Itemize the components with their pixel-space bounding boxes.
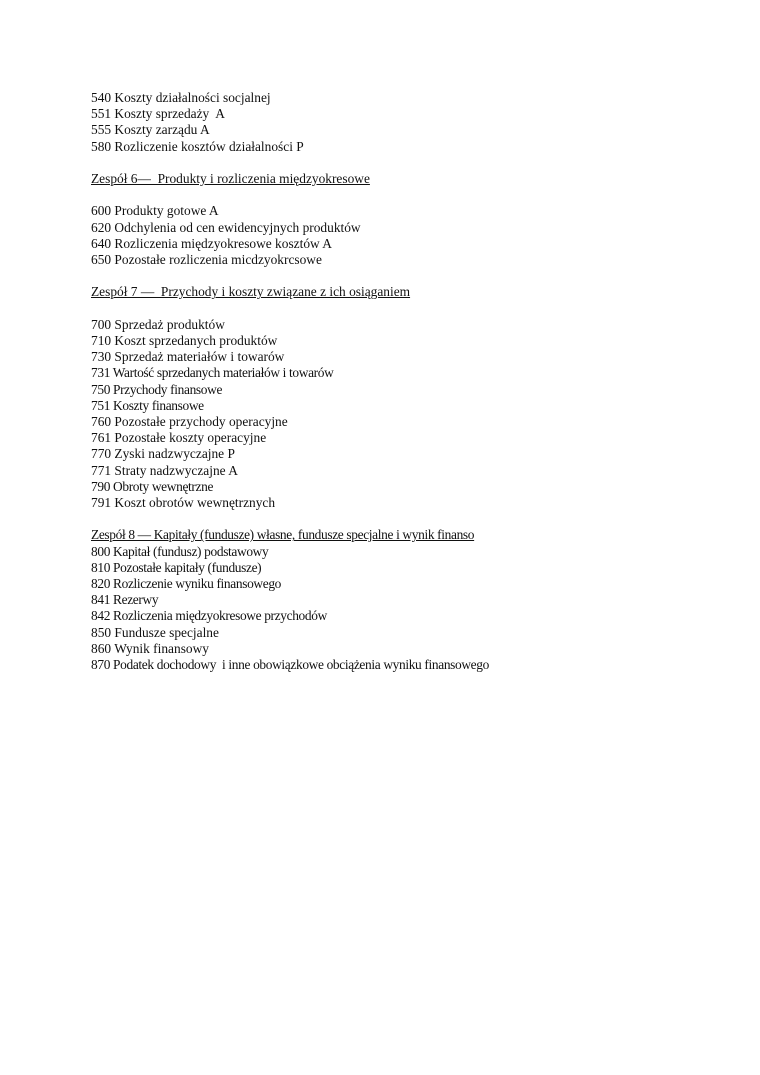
account-551: 551 Koszty sprzedaży A xyxy=(91,106,225,122)
account-791: 791 Koszt obrotów wewnętrznych xyxy=(91,495,276,511)
group-8-list xyxy=(91,544,731,674)
group-6-list xyxy=(91,203,731,268)
account-555: 555 Koszty zarządu A xyxy=(91,122,210,138)
account-750: 750 Przychody finansowe xyxy=(91,381,223,397)
group-7-heading: Zespół 7 — Przychody i koszty związane z ich osiąganiem xyxy=(91,284,411,300)
account-760: 760 Pozostałe przychody operacyjne xyxy=(91,414,288,429)
account-540: 540 Koszty działalności socjalnej xyxy=(91,90,271,105)
account-580: 580 Rozliczenie kosztów działalności P xyxy=(91,138,304,154)
account-761: 761 Pozostałe koszty operacyjne xyxy=(91,430,267,446)
account-870: 870 Podatek dochodowy i inne obowiązkowe obciążenia wyniku finansowego xyxy=(91,657,489,673)
account-710: 710 Koszt sprzedanych produktów xyxy=(91,332,278,348)
group-6-heading: Zespół 6— Produkty i rozliczenia międzyokresowe xyxy=(91,171,370,186)
spacer xyxy=(91,511,731,527)
spacer xyxy=(91,155,731,171)
account-650: 650 Pozostałe rozliczenia micdzyokrcsowe xyxy=(91,252,322,267)
account-640: 640 Rozliczenia międzyokresowe kosztów A xyxy=(91,235,332,251)
account-771: 771 Straty nadzwyczajne A xyxy=(91,462,238,478)
account-810: 810 Pozostałe kapitały (fundusze) xyxy=(91,559,262,575)
account-860: 860 Wynik finansowy xyxy=(91,640,209,656)
account-842: 842 Rozliczenia międzyokresowe przychodów xyxy=(91,608,327,624)
account-770: 770 Zyski nadzwyczajne P xyxy=(91,446,235,462)
spacer xyxy=(91,268,731,284)
account-790: 790 Obroty wewnętrzne xyxy=(91,478,214,494)
account-700: 700 Sprzedaż produktów xyxy=(91,316,225,332)
spacer xyxy=(91,301,731,317)
group-8-heading: Zespół 8 — Kapitały (fundusze) własne, fundusze specjalne i wynik finanso xyxy=(91,527,475,543)
spacer xyxy=(91,187,731,203)
account-800: 800 Kapitał (fundusz) podstawowy xyxy=(91,543,269,559)
account-620: 620 Odchylenia od cen ewidencyjnych produktów xyxy=(91,219,361,235)
account-731: 731 Wartość sprzedanych materiałów i towarów xyxy=(91,365,334,381)
group-5-tail-list xyxy=(91,90,731,155)
account-600: 600 Produkty gotowe A xyxy=(91,203,219,219)
account-730: 730 Sprzedaż materiałów i towarów xyxy=(91,349,285,365)
account-plan-text xyxy=(91,90,731,673)
account-751: 751 Koszty finansowe xyxy=(91,397,204,413)
account-820: 820 Rozliczenie wyniku finansowego xyxy=(91,576,282,592)
account-841: 841 Rezerwy xyxy=(91,592,159,608)
account-850: 850 Fundusze specjalne xyxy=(91,624,219,640)
group-7-list xyxy=(91,317,731,511)
